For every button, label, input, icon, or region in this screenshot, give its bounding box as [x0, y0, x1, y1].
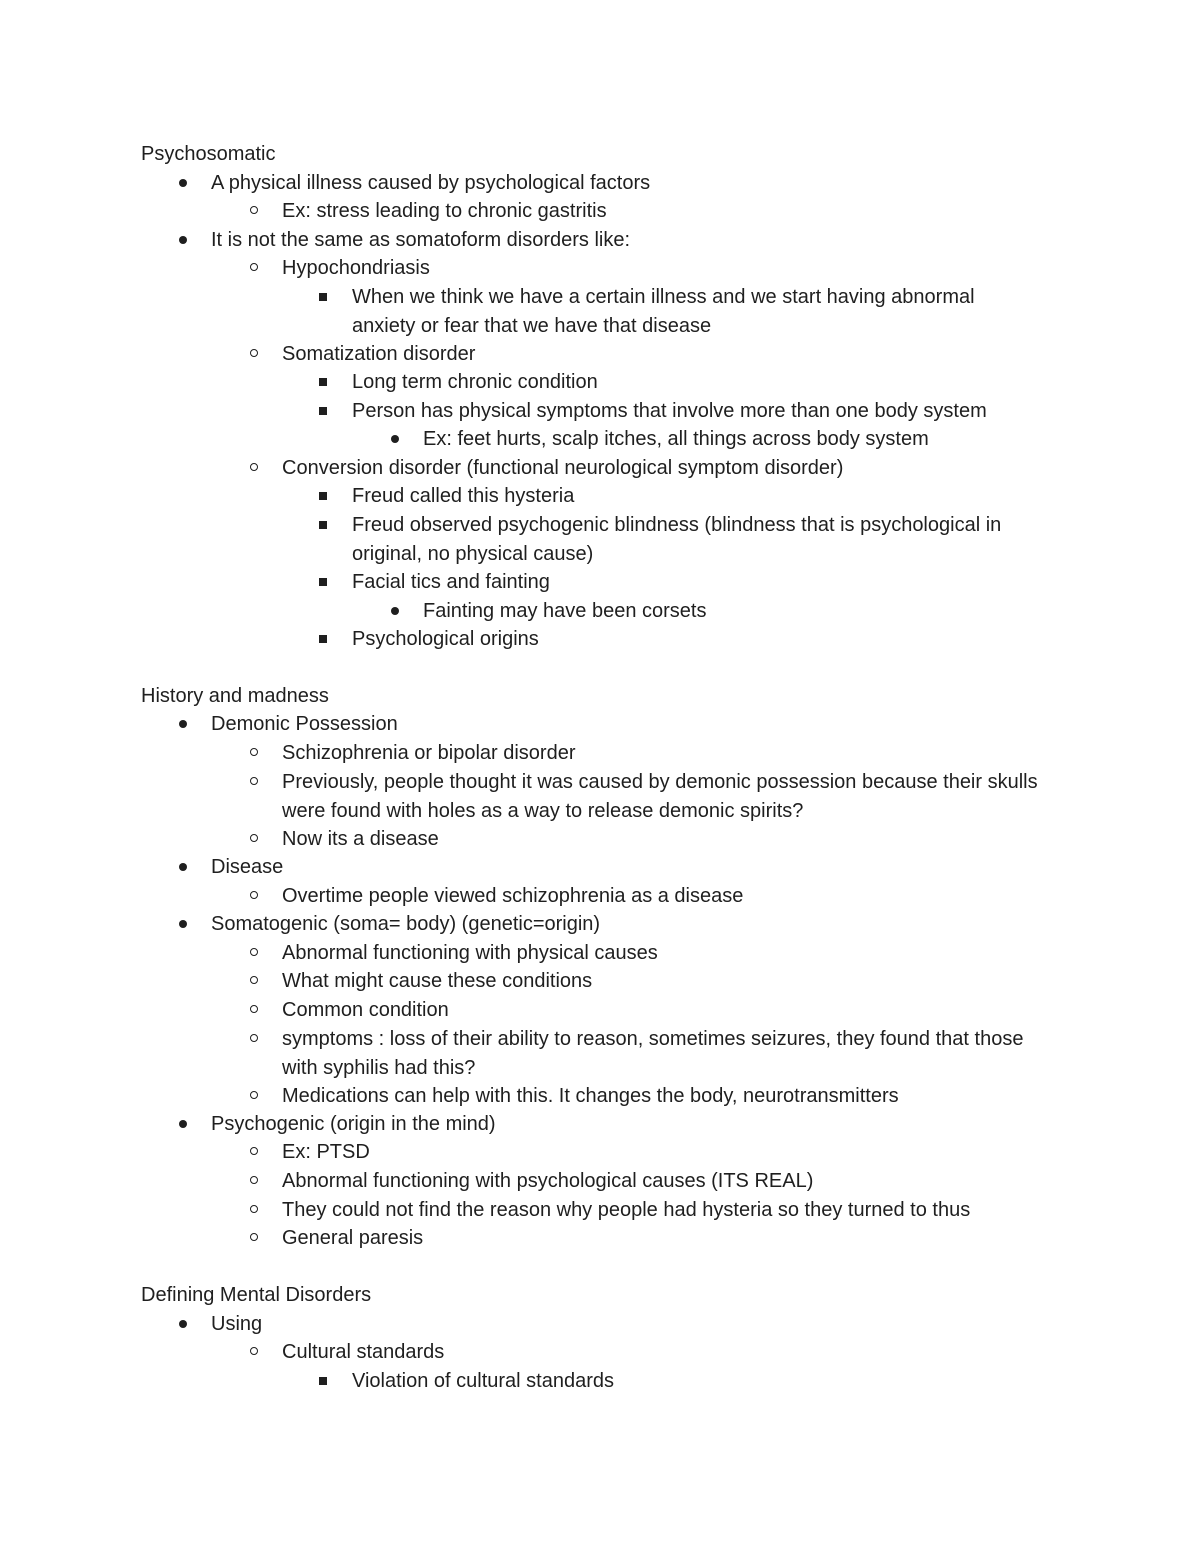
list-item-level2 — [282, 1224, 1092, 1253]
list-item-level1 — [211, 1310, 1091, 1339]
list-item-level2 — [282, 967, 1092, 996]
list-item-text: Now its a disease — [282, 828, 439, 850]
list-item-text: Fainting may have been corsets — [423, 600, 707, 622]
square-bullet-icon — [319, 492, 327, 500]
filled-circle-bullet-icon — [179, 236, 187, 244]
hollow-circle-bullet-icon — [250, 948, 258, 956]
list-item-level1 — [211, 169, 1091, 198]
list-item-text: Ex: PTSD — [282, 1141, 370, 1163]
list-item-text: Cultural standards — [282, 1341, 445, 1363]
list-item-text: Common condition — [282, 999, 449, 1021]
square-bullet-icon — [319, 293, 327, 301]
list-item-text: Person has physical symptoms that involve more than one body system — [352, 400, 987, 422]
square-bullet-icon — [319, 635, 327, 643]
list-item-level2 — [282, 996, 1092, 1025]
list-item-level2 — [282, 340, 1092, 369]
list-item-text: Long term chronic condition — [352, 371, 598, 393]
square-bullet-icon — [319, 521, 327, 529]
list-item-level3 — [352, 625, 1092, 654]
list-item-level3 — [352, 482, 1092, 511]
list-item-text: What might cause these conditions — [282, 970, 593, 992]
list-item-level2 — [282, 454, 1092, 483]
list-item-level2 — [282, 1138, 1092, 1167]
list-item-level2 — [282, 739, 1092, 768]
list-item-text: Disease — [211, 856, 284, 878]
list-item-text: Somatogenic (soma= body) (genetic=origin) — [211, 913, 601, 935]
hollow-circle-bullet-icon — [250, 976, 258, 984]
list-item-level2 — [282, 1338, 1092, 1367]
hollow-circle-bullet-icon — [250, 777, 258, 785]
section-heading: History and madness — [141, 685, 329, 707]
list-item-level1 — [211, 710, 1091, 739]
list-item-level2 — [282, 1167, 1092, 1196]
list-item-level2 — [282, 768, 1052, 825]
list-item-level2 — [282, 254, 1092, 283]
list-item-level2 — [282, 1025, 1042, 1082]
hollow-circle-bullet-icon — [250, 1091, 258, 1099]
hollow-circle-bullet-icon — [250, 1147, 258, 1155]
hollow-circle-bullet-icon — [250, 206, 258, 214]
hollow-circle-bullet-icon — [250, 1005, 258, 1013]
filled-circle-bullet-icon — [391, 607, 399, 615]
filled-circle-bullet-icon — [179, 920, 187, 928]
list-item-text: Conversion disorder (functional neurological symptom disorder) — [282, 457, 844, 479]
list-item-level4 — [423, 597, 1093, 626]
hollow-circle-bullet-icon — [250, 463, 258, 471]
list-item-text: When we think we have a certain illness and we start having abnormal anxiety or fear that we have that disease — [352, 286, 975, 337]
hollow-circle-bullet-icon — [250, 1176, 258, 1184]
list-item-level1 — [211, 226, 1091, 255]
hollow-circle-bullet-icon — [250, 891, 258, 899]
hollow-circle-bullet-icon — [250, 1205, 258, 1213]
list-item-level3 — [352, 511, 1070, 568]
list-item-text: Abnormal functioning with physical causes — [282, 942, 658, 964]
list-item-text: Demonic Possession — [211, 713, 398, 735]
list-item-level2 — [282, 882, 1092, 911]
section-heading: Defining Mental Disorders — [141, 1284, 372, 1306]
list-item-text: Ex: feet hurts, scalp itches, all things across body system — [423, 428, 929, 450]
filled-circle-bullet-icon — [179, 179, 187, 187]
list-item-level2 — [282, 1082, 1092, 1111]
list-item-text: Psychological origins — [352, 628, 539, 650]
list-item-level3 — [352, 368, 1092, 397]
square-bullet-icon — [319, 1377, 327, 1385]
list-item-level2 — [282, 197, 1092, 226]
list-item-text: Overtime people viewed schizophrenia as a disease — [282, 885, 744, 907]
filled-circle-bullet-icon — [179, 1320, 187, 1328]
list-item-text: Violation of cultural standards — [352, 1370, 615, 1392]
list-item-level1 — [211, 1110, 1091, 1139]
list-item-text: Medications can help with this. It changes the body, neurotransmitters — [282, 1085, 899, 1107]
list-item-level1 — [211, 853, 1091, 882]
hollow-circle-bullet-icon — [250, 834, 258, 842]
hollow-circle-bullet-icon — [250, 748, 258, 756]
list-item-level1 — [211, 910, 1091, 939]
list-item-level2 — [282, 939, 1092, 968]
list-item-text: Previously, people thought it was caused by demonic possession because their skulls were found with holes as a way to release demonic spirits? — [282, 771, 1038, 822]
list-item-level3 — [352, 397, 1092, 426]
list-item-text: Abnormal functioning with psychological causes (ITS REAL) — [282, 1170, 814, 1192]
hollow-circle-bullet-icon — [250, 349, 258, 357]
list-item-level3 — [352, 1367, 1092, 1396]
list-item-text: A physical illness caused by psychological factors — [211, 172, 651, 194]
list-item-text: General paresis — [282, 1227, 424, 1249]
list-item-level2 — [282, 1196, 1092, 1225]
list-item-text: Ex: stress leading to chronic gastritis — [282, 200, 607, 222]
filled-circle-bullet-icon — [391, 435, 399, 443]
list-item-text: symptoms : loss of their ability to reason, sometimes seizures, they found that those with syphilis had this? — [282, 1028, 1024, 1079]
filled-circle-bullet-icon — [179, 720, 187, 728]
hollow-circle-bullet-icon — [250, 263, 258, 271]
square-bullet-icon — [319, 407, 327, 415]
list-item-text: Freud observed psychogenic blindness (blindness that is psychological in original, no physical cause) — [352, 514, 1002, 565]
filled-circle-bullet-icon — [179, 863, 187, 871]
list-item-text: Freud called this hysteria — [352, 485, 575, 507]
square-bullet-icon — [319, 578, 327, 586]
list-item-level3 — [352, 568, 1092, 597]
list-item-text: Using — [211, 1313, 263, 1335]
list-item-level4 — [423, 425, 1093, 454]
list-item-text: It is not the same as somatoform disorders like: — [211, 229, 631, 251]
list-item-text: Psychogenic (origin in the mind) — [211, 1113, 496, 1135]
hollow-circle-bullet-icon — [250, 1347, 258, 1355]
hollow-circle-bullet-icon — [250, 1034, 258, 1042]
list-item-text: Hypochondriasis — [282, 257, 430, 279]
list-item-text: Facial tics and fainting — [352, 571, 550, 593]
list-item-text: Schizophrenia or bipolar disorder — [282, 742, 576, 764]
filled-circle-bullet-icon — [179, 1120, 187, 1128]
section-heading: Psychosomatic — [141, 143, 276, 165]
list-item-text: Somatization disorder — [282, 343, 476, 365]
hollow-circle-bullet-icon — [250, 1233, 258, 1241]
list-item-text: They could not find the reason why people had hysteria so they turned to thus — [282, 1199, 971, 1221]
square-bullet-icon — [319, 378, 327, 386]
list-item-level3 — [352, 283, 1042, 340]
list-item-level2 — [282, 825, 1092, 854]
